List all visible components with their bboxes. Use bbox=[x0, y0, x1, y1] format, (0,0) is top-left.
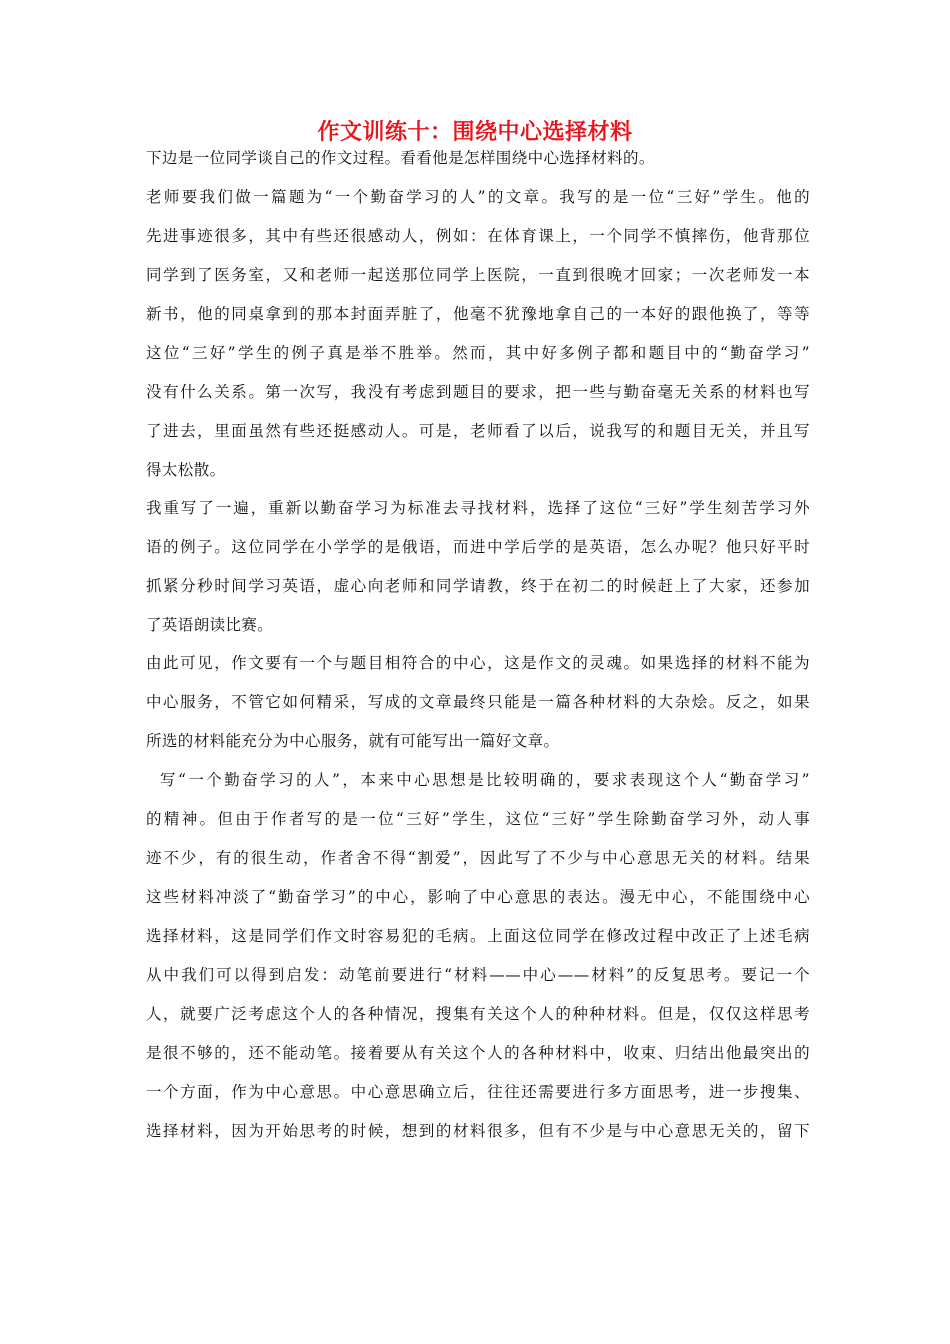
text-line: 这位“三好”学生的例子真是举不胜举。然而，其中好多例子都和题目中的“勤奋学习” bbox=[146, 344, 810, 362]
text-line: 先进事迹很多，其中有些还很感动人，例如：在体育课上，一个同学不慎摔伤，他背那位 bbox=[146, 227, 810, 245]
text-line: 语的例子。这位同学在小学学的是俄语，而进中学后学的是英语，怎么办呢？他只好平时 bbox=[146, 538, 810, 556]
text-line: 人，就要广泛考虑这个人的各种情况，搜集有关这个人的种种材料。但是，仅仅这样思考 bbox=[146, 1005, 810, 1023]
document-title: 作文训练十：围绕中心选择材料 bbox=[317, 120, 633, 145]
text-line: 从中我们可以得到启发：动笔前要进行“材料——中心——材料”的反复思考。要记一个 bbox=[146, 966, 810, 984]
text-line: 选择材料，这是同学们作文时容易犯的毛病。上面这位同学在修改过程中改正了上述毛病 bbox=[146, 927, 810, 945]
text-line: 得太松散。 bbox=[146, 461, 226, 479]
text-line: 的精神。但由于作者写的是一位“三好”学生，这位“三好”学生除勤奋学习外，动人事 bbox=[146, 810, 810, 828]
text-line: 这些材料冲淡了“勤奋学习”的中心，影响了中心意思的表达。漫无中心，不能围绕中心 bbox=[146, 888, 810, 906]
text-line: 了英语朗读比赛。 bbox=[146, 616, 274, 634]
text-line: 中心服务，不管它如何精采，写成的文章最终只能是一篇各种材料的大杂烩。反之，如果 bbox=[146, 693, 810, 711]
text-line: 由此可见，作文要有一个与题目相符合的中心，这是作文的灵魂。如果选择的材料不能为 bbox=[146, 654, 810, 672]
text-line: 选择材料，因为开始思考的时候，想到的材料很多，但有不少是与中心意思无关的，留下 bbox=[146, 1122, 810, 1140]
text-line: 写“一个勤奋学习的人”，本来中心思想是比较明确的，要求表现这个人“勤奋学习” bbox=[160, 771, 810, 789]
text-line: 一个方面，作为中心意思。中心意思确立后，往往还需要进行多方面思考，进一步搜集、 bbox=[146, 1083, 810, 1101]
text-line: 是很不够的，还不能动笔。接着要从有关这个人的各种材料中，收束、归结出他最突出的 bbox=[146, 1044, 810, 1062]
text-line: 了进去，里面虽然有些还挺感动人。可是，老师看了以后，说我写的和题目无关，并且写 bbox=[146, 422, 810, 440]
text-line: 迹不少，有的很生动，作者舍不得“割爱”，因此写了不少与中心意思无关的材料。结果 bbox=[146, 849, 810, 867]
text-line: 我重写了一遍，重新以勤奋学习为标准去寻找材料，选择了这位“三好”学生刻苦学习外 bbox=[146, 499, 810, 517]
text-line: 新书，他的同桌拿到的那本封面弄脏了，他毫不犹豫地拿自己的一本好的跟他换了，等等 bbox=[146, 305, 810, 323]
text-line: 抓紧分秒时间学习英语，虚心向老师和同学请教，终于在初二的时候赶上了大家，还参加 bbox=[146, 577, 810, 595]
text-line: 同学到了医务室，又和老师一起送那位同学上医院，一直到很晚才回家；一次老师发一本 bbox=[146, 266, 810, 284]
text-line: 老师要我们做一篇题为“一个勤奋学习的人”的文章。我写的是一位“三好”学生。他的 bbox=[146, 188, 810, 206]
text-line: 下边是一位同学谈自己的作文过程。看看他是怎样围绕中心选择材料的。 bbox=[146, 149, 655, 167]
text-line: 所选的材料能充分为中心服务，就有可能写出一篇好文章。 bbox=[146, 732, 560, 750]
text-line: 没有什么关系。第一次写，我没有考虑到题目的要求，把一些与勤奋毫无关系的材料也写 bbox=[146, 383, 810, 401]
